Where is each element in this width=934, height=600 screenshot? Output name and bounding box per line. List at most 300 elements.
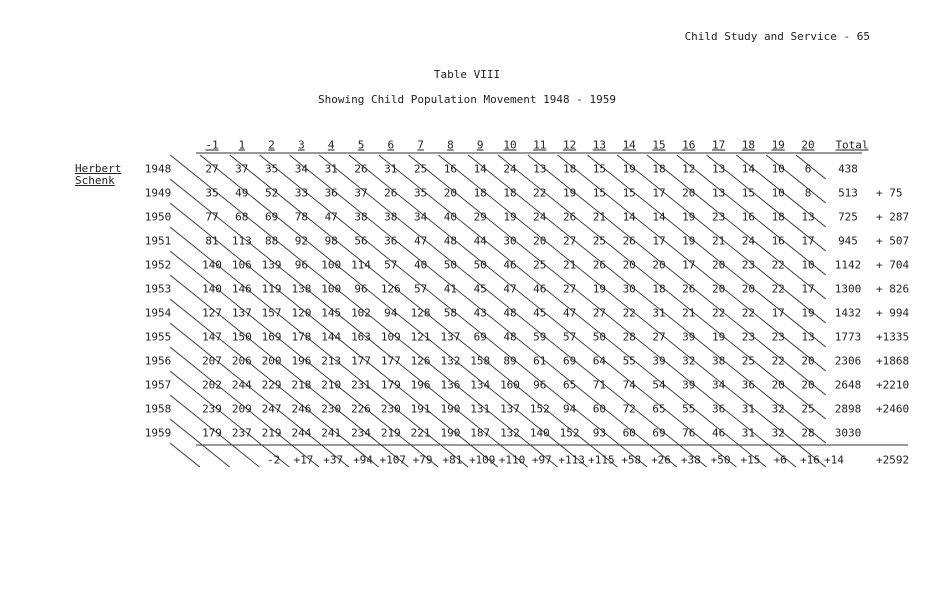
row-year: 1953 xyxy=(144,282,172,296)
column-header: 18 xyxy=(741,138,756,152)
table-cell: 71 xyxy=(592,378,607,392)
table-cell: 49 xyxy=(235,186,249,200)
table-cell: 35 xyxy=(413,186,428,200)
column-header: 13 xyxy=(592,138,607,152)
row-change: + 75 xyxy=(876,186,903,200)
bottom-change: +107 xyxy=(379,453,407,467)
table-cell: 33 xyxy=(294,186,309,200)
table-cell: 25 xyxy=(533,258,547,272)
table-cell: 48 xyxy=(503,306,517,320)
row-change: + 826 xyxy=(876,282,910,296)
table-cell: 17 xyxy=(652,186,666,200)
bottom-change: +94 xyxy=(353,453,373,467)
table-cell: 150 xyxy=(231,330,252,344)
table-cell: 27 xyxy=(562,234,577,248)
row-year: 1950 xyxy=(144,210,172,224)
bottom-change: +110 xyxy=(498,453,526,467)
table-cell: 15 xyxy=(741,186,756,200)
table-cell: 6 xyxy=(804,162,812,176)
table-cell: 59 xyxy=(533,330,547,344)
row-change: +2460 xyxy=(876,402,910,416)
table-cell: 234 xyxy=(351,426,371,440)
bottom-change: +17 xyxy=(293,453,314,467)
table-cell: 60 xyxy=(592,402,607,416)
table-cell: 55 xyxy=(682,402,696,416)
table-cell: 40 xyxy=(443,210,458,224)
table-cell: 13 xyxy=(711,186,726,200)
table-cell: 244 xyxy=(231,378,252,392)
table-cell: 22 xyxy=(771,258,785,272)
table-cell: 22 xyxy=(533,186,547,200)
table-cell: 22 xyxy=(771,354,785,368)
table-cell: 207 xyxy=(202,354,222,368)
table-cell: 109 xyxy=(380,330,401,344)
table-cell: 65 xyxy=(652,402,666,416)
table-cell: 25 xyxy=(741,354,756,368)
table-cell: 140 xyxy=(529,426,550,440)
table-cell: 37 xyxy=(235,162,249,176)
table-cell: 58 xyxy=(443,306,458,320)
table-cell: 134 xyxy=(470,378,491,392)
table-cell: 100 xyxy=(321,258,342,272)
table-cell: 50 xyxy=(473,258,487,272)
table-cell: 26 xyxy=(354,162,368,176)
row-change: + 994 xyxy=(876,306,910,320)
table-cell: 29 xyxy=(473,210,487,224)
table-cell: 140 xyxy=(202,258,222,272)
column-header: 14 xyxy=(622,138,636,152)
table-cell: 26 xyxy=(562,210,577,224)
table-subtitle: Showing Child Population Movement 1948 - 1959 xyxy=(317,93,616,106)
table-cell: 30 xyxy=(503,234,517,248)
table-cell: 137 xyxy=(440,330,461,344)
table-cell: 39 xyxy=(652,354,666,368)
table-cell: 60 xyxy=(622,426,636,440)
table-cell: 55 xyxy=(622,354,636,368)
table-cell: 15 xyxy=(622,186,636,200)
table-cell: 191 xyxy=(410,402,431,416)
table-cell: 19 xyxy=(711,330,726,344)
table-cell: 132 xyxy=(440,354,461,368)
row-total: 513 xyxy=(838,186,858,200)
table-cell: 120 xyxy=(291,306,312,320)
row-total: 2306 xyxy=(834,354,862,368)
row-year: 1957 xyxy=(144,378,172,392)
table-cell: 131 xyxy=(470,402,491,416)
table-cell: 126 xyxy=(380,282,401,296)
table-cell: 69 xyxy=(264,210,279,224)
table-cell: 81 xyxy=(205,234,219,248)
table-cell: 229 xyxy=(261,378,282,392)
bottom-change: +37 xyxy=(323,453,344,467)
table-cell: 17 xyxy=(652,234,666,248)
row-year: 1954 xyxy=(144,306,172,320)
table-cell: 18 xyxy=(652,162,666,176)
table-cell: 114 xyxy=(351,258,371,272)
table-cell: 25 xyxy=(801,402,815,416)
table-cell: 190 xyxy=(440,426,461,440)
table-cell: 36 xyxy=(741,378,756,392)
table-cell: 19 xyxy=(622,162,636,176)
column-header: 12 xyxy=(562,138,577,152)
table-cell: 14 xyxy=(652,210,666,224)
table-cell: 37 xyxy=(354,186,368,200)
table-cell: 13 xyxy=(801,330,815,344)
table-cell: 69 xyxy=(473,330,487,344)
bottom-total-change: +2592 xyxy=(876,453,910,467)
table-cell: 35 xyxy=(205,186,219,200)
column-header: 20 xyxy=(801,138,815,152)
column-header: 1 xyxy=(238,138,246,152)
table-cell: 20 xyxy=(801,354,815,368)
table-cell: 241 xyxy=(321,426,342,440)
table-cell: 21 xyxy=(682,306,696,320)
table-cell: 20 xyxy=(801,378,815,392)
table-cell: 54 xyxy=(652,378,666,392)
table-cell: 34 xyxy=(294,162,309,176)
table-cell: 136 xyxy=(440,378,461,392)
table-cell: 19 xyxy=(801,306,815,320)
table-cell: 121 xyxy=(410,330,431,344)
table-cell: 27 xyxy=(205,162,219,176)
bottom-change: +58 xyxy=(621,453,642,467)
table-cell: 92 xyxy=(294,234,309,248)
table-cell: 21 xyxy=(562,258,577,272)
table-cell: 237 xyxy=(231,426,252,440)
table-cell: 47 xyxy=(503,282,517,296)
table-cell: 158 xyxy=(470,354,491,368)
table-cell: 14 xyxy=(473,162,487,176)
table-cell: 44 xyxy=(473,234,487,248)
table-cell: 26 xyxy=(592,258,607,272)
table-cell: 40 xyxy=(413,258,428,272)
table-cell: 32 xyxy=(682,354,696,368)
table-cell: 20 xyxy=(741,282,756,296)
table-cell: 20 xyxy=(622,258,636,272)
table-cell: 160 xyxy=(500,378,520,392)
table-cell: 15 xyxy=(592,162,607,176)
table-cell: 10 xyxy=(801,258,815,272)
bottom-change: +115 xyxy=(588,453,615,467)
table-cell: 28 xyxy=(622,330,636,344)
table-cell: 127 xyxy=(202,306,222,320)
table-cell: 74 xyxy=(622,378,636,392)
table-cell: 247 xyxy=(261,402,282,416)
table-cell: 146 xyxy=(231,282,252,296)
table-cell: 93 xyxy=(592,426,607,440)
table-cell: 36 xyxy=(711,402,726,416)
bottom-change: +109 xyxy=(468,453,496,467)
table-cell: 20 xyxy=(711,282,726,296)
table-cell: 22 xyxy=(741,306,756,320)
table-cell: 13 xyxy=(801,210,815,224)
table-cell: 119 xyxy=(261,282,282,296)
row-total: 1300 xyxy=(834,282,862,296)
table-cell: 26 xyxy=(622,234,636,248)
table-cell: 94 xyxy=(384,306,398,320)
table-cell: 209 xyxy=(231,402,252,416)
table-cell: 22 xyxy=(622,306,636,320)
table-cell: 132 xyxy=(500,426,520,440)
table-title: Table VIII xyxy=(433,68,501,81)
table-cell: 41 xyxy=(443,282,458,296)
table-cell: 16 xyxy=(771,234,785,248)
name-line-1: Herbert xyxy=(75,162,122,175)
table-cell: 46 xyxy=(711,426,726,440)
table-cell: 21 xyxy=(711,234,726,248)
table-cell: 77 xyxy=(205,210,219,224)
table-cell: 31 xyxy=(741,402,756,416)
table-cell: 19 xyxy=(503,210,517,224)
table-cell: 25 xyxy=(413,162,428,176)
table-cell: 20 xyxy=(711,258,726,272)
table-cell: 45 xyxy=(533,306,547,320)
table-cell: 230 xyxy=(321,402,342,416)
table-cell: 179 xyxy=(380,378,401,392)
table-cell: 106 xyxy=(231,258,252,272)
table-cell: 36 xyxy=(324,186,338,200)
table-cell: 169 xyxy=(261,330,282,344)
table-cell: 147 xyxy=(202,330,222,344)
table-cell: 231 xyxy=(351,378,371,392)
table-cell: 8 xyxy=(804,186,812,200)
table-cell: 196 xyxy=(291,354,312,368)
table-cell: 27 xyxy=(562,282,577,296)
table-cell: 140 xyxy=(202,282,222,296)
row-total: 945 xyxy=(838,234,858,248)
table-cell: 219 xyxy=(261,426,282,440)
row-change: + 507 xyxy=(876,234,910,248)
table-cell: 226 xyxy=(351,402,371,416)
table-cell: 32 xyxy=(771,426,785,440)
table-cell: 137 xyxy=(500,402,520,416)
column-header: 16 xyxy=(682,138,696,152)
bottom-change: +6 xyxy=(773,453,787,467)
table-cell: 20 xyxy=(443,186,458,200)
running-head: Child Study and Service - 65 xyxy=(684,30,870,43)
table-cell: 23 xyxy=(741,258,756,272)
table-cell: 126 xyxy=(410,354,431,368)
bottom-change: +38 xyxy=(680,453,701,467)
table-cell: 18 xyxy=(771,210,785,224)
table-cell: 30 xyxy=(622,282,636,296)
row-change: +2210 xyxy=(876,378,910,392)
table-cell: 20 xyxy=(682,186,696,200)
table-cell: 128 xyxy=(410,306,431,320)
table-cell: 96 xyxy=(294,258,309,272)
table-cell: 18 xyxy=(473,186,487,200)
table-cell: 89 xyxy=(503,354,517,368)
table-cell: 187 xyxy=(470,426,491,440)
table-cell: 163 xyxy=(351,330,371,344)
bottom-change: +113 xyxy=(558,453,585,467)
bottom-change: +15 xyxy=(740,453,761,467)
bottom-change: +50 xyxy=(710,453,731,467)
table-cell: 218 xyxy=(291,378,312,392)
column-header: -1 xyxy=(205,138,219,152)
table-cell: 18 xyxy=(652,282,666,296)
column-header: 10 xyxy=(503,138,517,152)
row-total: 3030 xyxy=(834,426,862,440)
table-cell: 96 xyxy=(533,378,547,392)
table-cell: 38 xyxy=(711,354,726,368)
table-cell: 14 xyxy=(622,210,636,224)
table-cell: 12 xyxy=(682,162,696,176)
table-cell: 202 xyxy=(202,378,222,392)
table-cell: 31 xyxy=(384,162,398,176)
row-change: + 287 xyxy=(876,210,910,224)
table-cell: 139 xyxy=(261,258,282,272)
table-cell: 72 xyxy=(622,402,636,416)
table-cell: 69 xyxy=(652,426,666,440)
table-cell: 78 xyxy=(294,210,309,224)
table-cell: 18 xyxy=(503,186,517,200)
table-cell: 24 xyxy=(503,162,517,176)
table-cell: 27 xyxy=(652,330,666,344)
table-cell: 17 xyxy=(801,234,815,248)
row-change: + 704 xyxy=(876,258,910,272)
table-cell: 50 xyxy=(592,330,607,344)
column-header: 19 xyxy=(771,138,785,152)
table-cell: 19 xyxy=(682,210,696,224)
table-cell: 230 xyxy=(380,402,401,416)
table-cell: 179 xyxy=(202,426,222,440)
row-total: 2648 xyxy=(834,378,862,392)
table-cell: 137 xyxy=(231,306,252,320)
row-change: +1335 xyxy=(876,330,910,344)
table-cell: 47 xyxy=(324,210,338,224)
table-cell: 18 xyxy=(562,162,577,176)
table-cell: 21 xyxy=(592,210,607,224)
table-cell: 48 xyxy=(443,234,458,248)
column-header: 3 xyxy=(298,138,305,152)
table-cell: 31 xyxy=(324,162,338,176)
table-cell: 52 xyxy=(264,186,279,200)
row-total: 725 xyxy=(838,210,858,224)
table-cell: 28 xyxy=(801,426,815,440)
row-year: 1949 xyxy=(144,186,172,200)
table-cell: 35 xyxy=(264,162,279,176)
table-cell: 25 xyxy=(592,234,607,248)
table-cell: 200 xyxy=(261,354,282,368)
diagonal-line xyxy=(170,443,200,467)
column-header: 6 xyxy=(387,138,395,152)
column-header: 8 xyxy=(447,138,454,152)
table-cell: 57 xyxy=(562,330,577,344)
bottom-change: +16 xyxy=(800,453,820,467)
bottom-change: +81 xyxy=(442,453,463,467)
table-cell: 26 xyxy=(682,282,696,296)
table-cell: 178 xyxy=(291,330,312,344)
column-header: 17 xyxy=(711,138,726,152)
bottom-change: +97 xyxy=(531,453,552,467)
column-header: 2 xyxy=(268,138,275,152)
row-year: 1952 xyxy=(144,258,172,272)
table-cell: 26 xyxy=(384,186,398,200)
table-cell: 46 xyxy=(503,258,517,272)
table-cell: 20 xyxy=(533,234,547,248)
table-cell: 15 xyxy=(592,186,607,200)
table-cell: 22 xyxy=(711,306,726,320)
table-cell: 24 xyxy=(741,234,756,248)
table-cell: 23 xyxy=(771,330,785,344)
table-cell: 69 xyxy=(562,354,577,368)
diagonal-line xyxy=(647,155,826,299)
table-cell: 34 xyxy=(413,210,428,224)
table-cell: 10 xyxy=(771,186,785,200)
table-cell: 113 xyxy=(231,234,252,248)
table-cell: 48 xyxy=(503,330,517,344)
column-header: 9 xyxy=(476,138,484,152)
table-cell: 17 xyxy=(682,258,696,272)
table-cell: 22 xyxy=(771,282,785,296)
table-cell: 36 xyxy=(384,234,398,248)
table-cell: 145 xyxy=(321,306,342,320)
table-cell: 47 xyxy=(562,306,577,320)
row-total: 2898 xyxy=(834,402,862,416)
column-header: 15 xyxy=(652,138,666,152)
table-cell: 19 xyxy=(592,282,607,296)
table-cell: 20 xyxy=(652,258,666,272)
table-cell: 39 xyxy=(682,330,696,344)
table-cell: 20 xyxy=(771,378,785,392)
table-cell: 31 xyxy=(652,306,666,320)
table-cell: 98 xyxy=(324,234,338,248)
table-cell: 210 xyxy=(321,378,342,392)
table-cell: 94 xyxy=(562,402,577,416)
row-year: 1955 xyxy=(144,330,172,344)
table-cell: 57 xyxy=(413,282,428,296)
column-header: 11 xyxy=(533,138,547,152)
table-cell: 45 xyxy=(473,282,487,296)
table-cell: 17 xyxy=(801,282,815,296)
table-cell: 152 xyxy=(529,402,550,416)
bottom-change: -2 xyxy=(266,453,281,467)
table-cell: 32 xyxy=(771,402,785,416)
table-cell: 14 xyxy=(741,162,756,176)
row-year: 1951 xyxy=(144,234,172,248)
table-cell: 50 xyxy=(443,258,458,272)
row-change: +1868 xyxy=(876,354,910,368)
row-total: 1432 xyxy=(834,306,862,320)
column-header: 5 xyxy=(357,138,365,152)
row-year: 1948 xyxy=(144,162,172,176)
table-cell: 144 xyxy=(321,330,342,344)
table-cell: 219 xyxy=(380,426,401,440)
row-total: 1773 xyxy=(834,330,862,344)
table-cell: 38 xyxy=(354,210,368,224)
column-header: 7 xyxy=(417,138,424,152)
table-cell: 19 xyxy=(562,186,577,200)
table-cell: 239 xyxy=(202,402,222,416)
table-cell: 10 xyxy=(771,162,785,176)
table-cell: 177 xyxy=(380,354,401,368)
table-cell: 190 xyxy=(440,402,461,416)
table-cell: 27 xyxy=(592,306,607,320)
table-cell: 34 xyxy=(711,378,726,392)
row-year: 1959 xyxy=(144,426,172,440)
table-cell: 47 xyxy=(413,234,428,248)
column-header: 4 xyxy=(327,138,335,152)
total-header: Total xyxy=(835,138,869,152)
table-cell: 206 xyxy=(231,354,252,368)
table-cell: 19 xyxy=(682,234,696,248)
table-cell: 96 xyxy=(354,282,368,296)
table-cell: 244 xyxy=(291,426,312,440)
bottom-change-last: +14 xyxy=(824,453,844,467)
table-cell: 177 xyxy=(351,354,371,368)
table-cell: 61 xyxy=(533,354,547,368)
